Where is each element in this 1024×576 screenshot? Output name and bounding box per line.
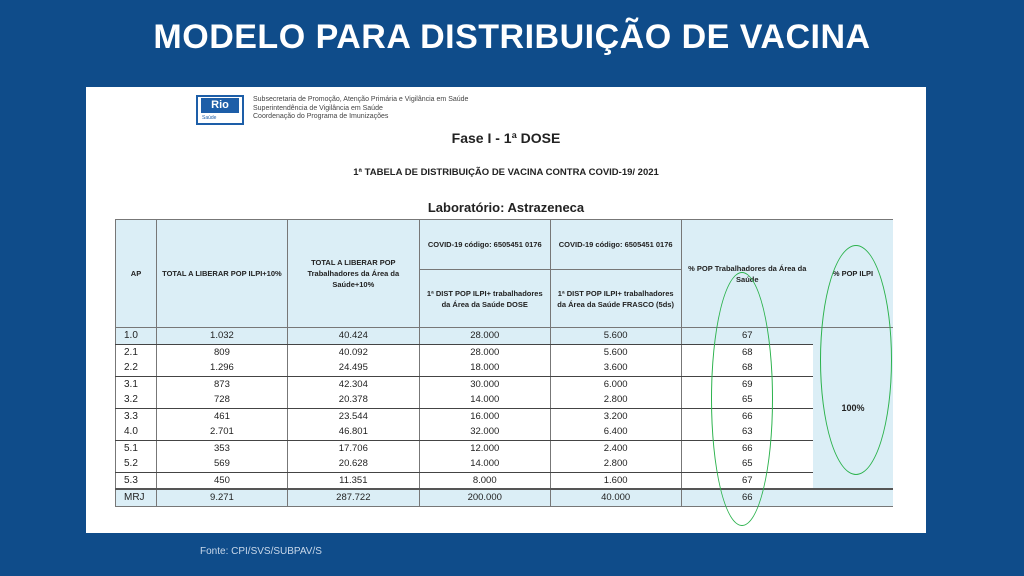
cell-pct: 69 [681,376,813,392]
cell-ap: 5.2 [116,456,157,472]
cell-frasco: 5.600 [550,344,681,360]
logo-text: Rio [201,98,239,113]
cell-dose: 32.000 [419,424,550,440]
cell-frasco: 6.000 [550,376,681,392]
cell-ap: 2.2 [116,360,157,376]
document-image [86,87,926,533]
cell-pct: 67 [681,472,813,489]
col-header-dose-top: COVID-19 código: 6505451 0176 [419,220,550,270]
cell-dose: 18.000 [419,360,550,376]
cell-trab: 20.378 [287,392,419,408]
phase-title: Fase I - 1ª DOSE [451,130,561,146]
cell-trab: 17.706 [287,440,419,456]
cell-frasco: 5.600 [550,328,681,345]
cell-ap: 3.1 [116,376,157,392]
table-row [116,424,894,440]
cell-ilpi: 353 [156,440,287,456]
cell-dose: 28.000 [419,344,550,360]
header-line: Superintendência de Vigilância em Saúde [253,104,383,112]
cell-ilpi-total [813,489,893,506]
cell-dose: 28.000 [419,328,550,345]
table-title: 1ª TABELA DE DISTRIBUIÇÃO DE VACINA CONTRA COVID-19/ 2021 [353,167,659,178]
cell-trab: 24.495 [287,360,419,376]
institution-header [253,96,468,122]
col-header-dose-sub: 1ª DIST POP ILPI+ trabalhadores da Área da Saúde DOSE [419,270,550,328]
cell-ilpi: 728 [156,392,287,408]
slide-title: MODELO PARA DISTRIBUIÇÃO DE VACINA [153,18,871,56]
cell-frasco: 2.400 [550,440,681,456]
cell-pct: 65 [681,392,813,408]
cell-pct: 66 [681,489,813,506]
cell-pct: 68 [681,360,813,376]
cell-ap: 2.1 [116,344,157,360]
table-row [116,440,894,456]
cell-dose: 200.000 [419,489,550,506]
cell-frasco: 2.800 [550,456,681,472]
col-header-pct-trab: % POP Trabalhadores da Área da Saúde [681,220,813,328]
cell-pct: 67 [681,328,813,345]
cell-ap: MRJ [116,489,157,506]
cell-ap: 5.3 [116,472,157,489]
cell-frasco: 40.000 [550,489,681,506]
cell-trab: 40.424 [287,328,419,345]
cell-ilpi: 809 [156,344,287,360]
col-header-pct-ilpi: % POP ILPI [813,220,893,328]
cell-ap: 3.2 [116,392,157,408]
laboratory-label: Laboratório: Astrazeneca [427,200,585,215]
distribution-table [115,219,893,507]
cell-dose: 8.000 [419,472,550,489]
cell-dose: 14.000 [419,392,550,408]
cell-pct: 63 [681,424,813,440]
col-header-frasco-top: COVID-19 código: 6505451 0176 [550,220,681,270]
cell-ilpi: 450 [156,472,287,489]
cell-dose: 30.000 [419,376,550,392]
cell-ilpi: 2.701 [156,424,287,440]
cell-ilpi: 1.032 [156,328,287,345]
cell-ilpi: 569 [156,456,287,472]
cell-ap: 5.1 [116,440,157,456]
cell-ilpi: 9.271 [156,489,287,506]
cell-trab: 46.801 [287,424,419,440]
logo-subtext: Saúde [202,115,217,121]
cell-ilpi: 873 [156,376,287,392]
table-row [116,328,894,345]
table-row [116,392,894,408]
cell-dose: 14.000 [419,456,550,472]
cell-trab: 287.722 [287,489,419,506]
cell-trab: 42.304 [287,376,419,392]
cell-ilpi-percent: 100% [813,328,893,490]
cell-pct: 68 [681,344,813,360]
table-row [116,456,894,472]
table-row [116,472,894,489]
source-caption: Fonte: CPI/SVS/SUBPAV/S [200,546,322,557]
cell-trab: 40.092 [287,344,419,360]
col-header-trab: TOTAL A LIBERAR POP Trabalhadores da Área da Saúde+10% [287,220,419,328]
cell-dose: 16.000 [419,408,550,424]
col-header-ilpi: TOTAL A LIBERAR POP ILPI+10% [156,220,287,328]
table-total-row [116,489,894,506]
cell-ilpi: 461 [156,408,287,424]
cell-ap: 1.0 [116,328,157,345]
cell-frasco: 2.800 [550,392,681,408]
col-header-ap: AP [116,220,157,328]
cell-frasco: 6.400 [550,424,681,440]
cell-pct: 66 [681,408,813,424]
table-row [116,408,894,424]
header-line: Subsecretaria de Promoção, Atenção Primária e Vigilância em Saúde [253,96,469,103]
cell-ap: 4.0 [116,424,157,440]
cell-ilpi: 1.296 [156,360,287,376]
cell-trab: 23.544 [287,408,419,424]
table-row [116,376,894,392]
cell-trab: 11.351 [287,472,419,489]
cell-frasco: 3.200 [550,408,681,424]
cell-frasco: 3.600 [550,360,681,376]
col-header-frasco-sub: 1ª DIST POP ILPI+ trabalhadores da Área da Saúde FRASCO (5ds) [550,270,681,328]
cell-pct: 66 [681,440,813,456]
table-row [116,360,894,376]
cell-frasco: 1.600 [550,472,681,489]
cell-ap: 3.3 [116,408,157,424]
cell-dose: 12.000 [419,440,550,456]
cell-trab: 20.628 [287,456,419,472]
table-row [116,344,894,360]
rio-logo [196,95,244,125]
header-line: Coordenação do Programa de Imunizações [253,113,389,120]
cell-pct: 65 [681,456,813,472]
